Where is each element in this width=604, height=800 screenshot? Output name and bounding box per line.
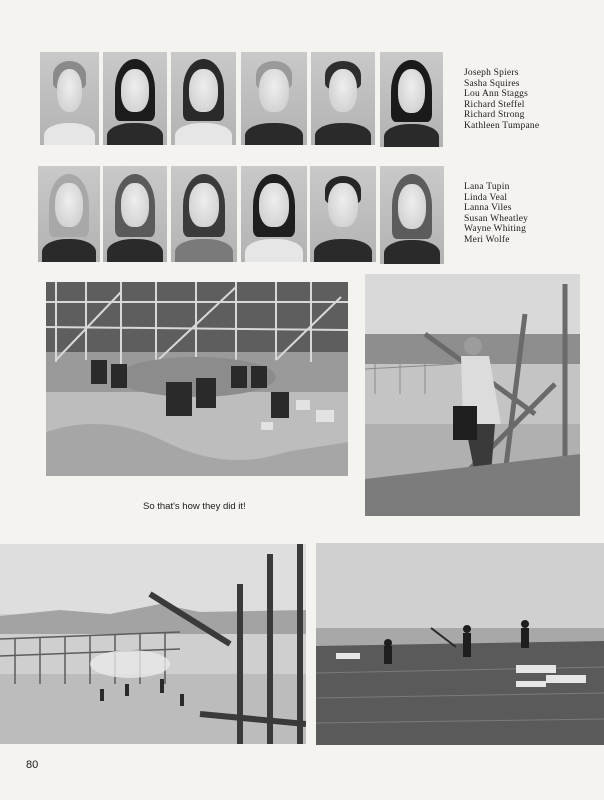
name-label: Wayne Whiting (464, 224, 527, 235)
row2-name-list (464, 182, 528, 246)
name-label: Richard Steffel (464, 99, 525, 110)
portrait-linda-veal (103, 166, 167, 262)
portrait-susan-wheatley (241, 166, 307, 262)
portrait-richard-strong (311, 52, 375, 145)
portrait-lanna-viles (171, 166, 237, 262)
name-label: Lanna Viles (464, 203, 512, 214)
name-label: Lou Ann Staggs (464, 89, 529, 100)
name-label: Linda Veal (464, 192, 508, 203)
portrait-lana-tupin (38, 166, 100, 262)
photo-caption: So that's how they did it! (143, 501, 246, 512)
portrait-sasha-squires (103, 52, 167, 145)
name-label: Richard Strong (464, 110, 525, 121)
portrait-kathleen-tumpane (380, 52, 443, 147)
portrait-joseph-spiers (40, 52, 99, 145)
name-label: Joseph Spiers (464, 68, 519, 78)
photo-rooftop-workers (316, 543, 604, 745)
name-label: Meri Wolfe (464, 234, 510, 245)
name-label: Lana Tupin (464, 182, 510, 192)
page-number: 80 (26, 759, 39, 771)
name-label: Kathleen Tumpane (464, 120, 540, 131)
row1-name-list (464, 68, 539, 132)
portrait-richard-steffel (241, 52, 307, 145)
name-label: Susan Wheatley (464, 213, 529, 224)
portrait-lou-ann-staggs (171, 52, 236, 145)
portrait-wayne-whiting (310, 166, 376, 262)
photo-construction-barrels (46, 282, 348, 476)
name-label: Sasha Squires (464, 78, 520, 89)
photo-worker-bucket (365, 274, 580, 516)
photo-construction-site (0, 544, 306, 744)
portrait-meri-wolfe (380, 166, 444, 264)
